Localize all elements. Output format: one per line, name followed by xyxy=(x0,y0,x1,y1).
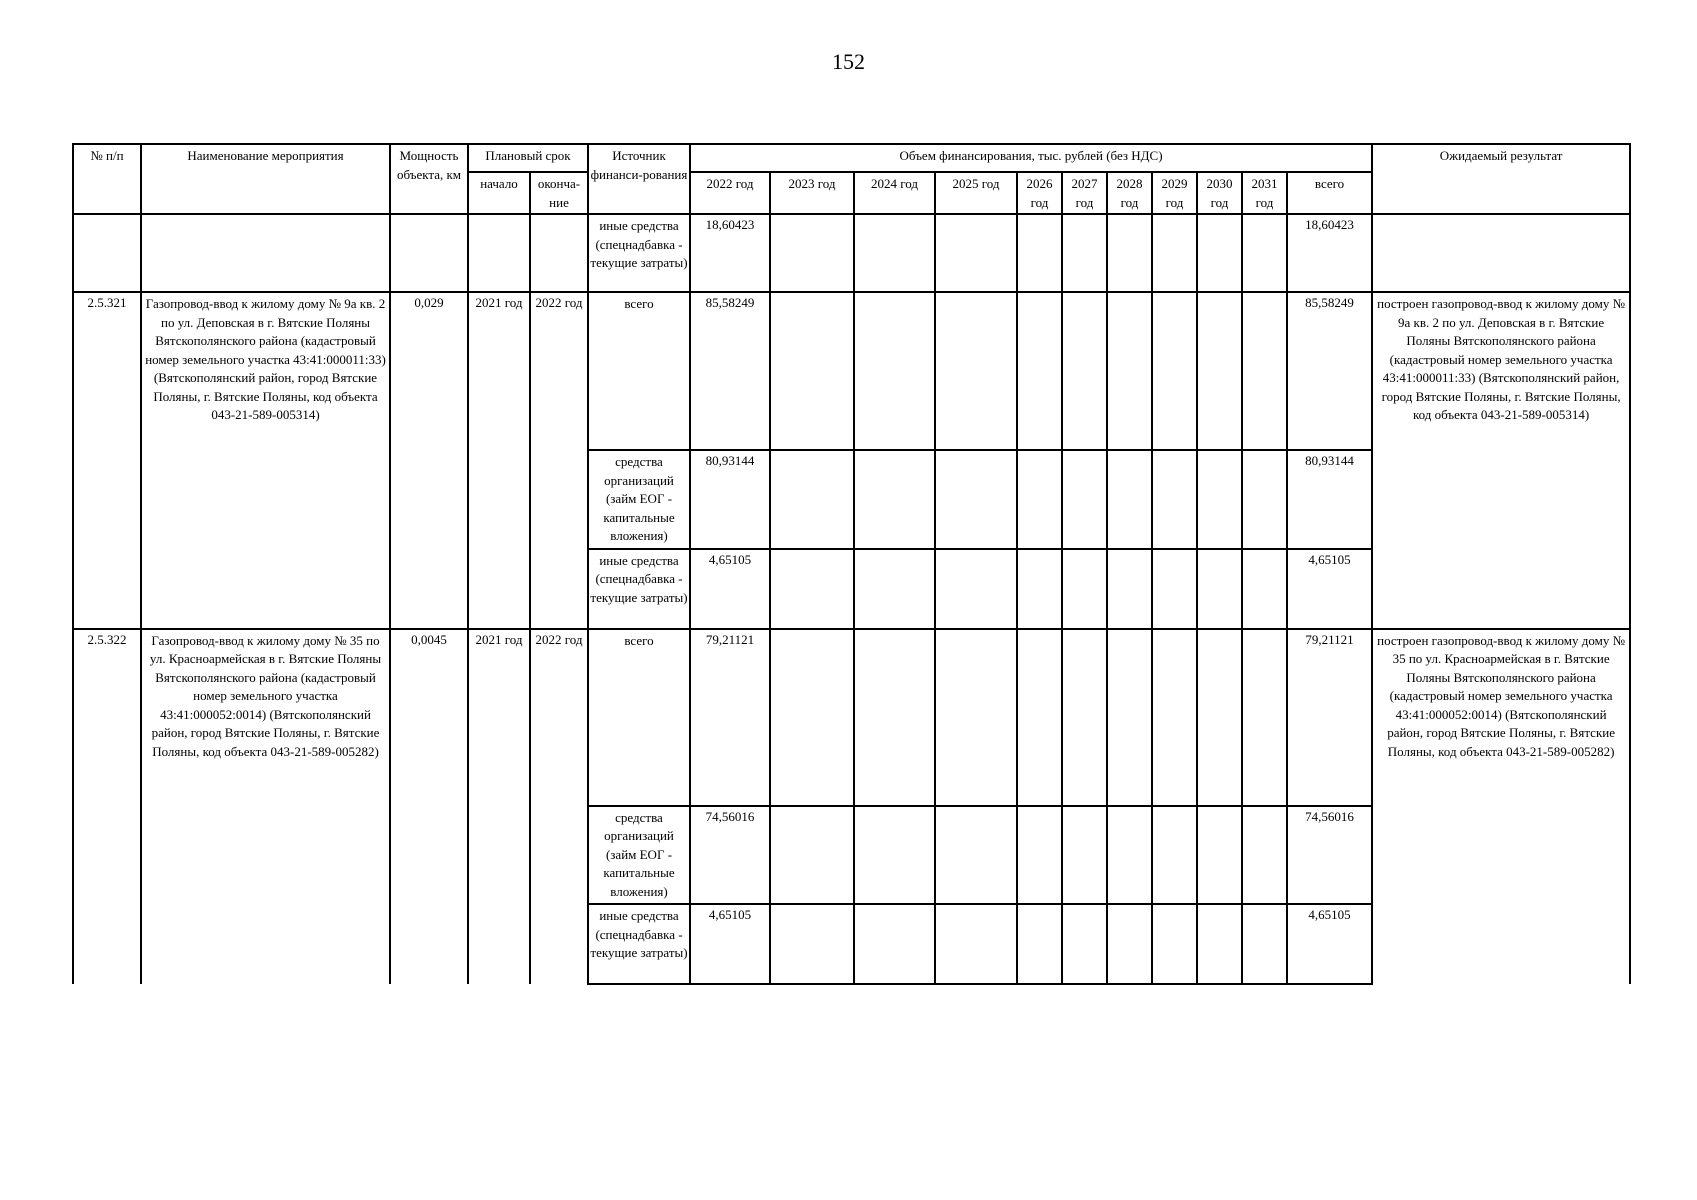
item-result: построен газопровод-ввод к жилому дому № 35 по ул. Красноармейская в г. Вятские Поляны Вятскополянского района (кадастровый номер земельного участка 43:41:000052:0014) (Вятскополянский район, город Вятские Поляны, г. Вятские Поляны, код объекта 043-21-589-005282) xyxy=(1372,629,1630,985)
value-total: 4,65105 xyxy=(1287,549,1372,629)
header-source: Источник финанси-рования xyxy=(588,144,690,214)
source-cell: иные средства (спецнадбавка - текущие затраты) xyxy=(588,214,690,292)
header-year-2031: 2031 год xyxy=(1242,172,1287,214)
header-power: Мощность объекта, км xyxy=(390,144,468,214)
item-start: 2021 год xyxy=(468,292,530,629)
header-volume: Объем финансирования, тыс. рублей (без НДС) xyxy=(690,144,1372,172)
header-term-start: начало xyxy=(468,172,530,214)
item-power: 0,0045 xyxy=(390,629,468,985)
table-row xyxy=(73,629,1630,806)
source-cell: средства организаций (займ ЕОГ - капитальные вложения) xyxy=(588,450,690,549)
value-total: 85,58249 xyxy=(1287,292,1372,450)
value-2022: 79,21121 xyxy=(690,629,770,806)
source-cell: иные средства (спецнадбавка - текущие затраты) xyxy=(588,904,690,984)
value-total: 74,56016 xyxy=(1287,806,1372,905)
value-2022: 80,93144 xyxy=(690,450,770,549)
value-total: 18,60423 xyxy=(1287,214,1372,292)
item-num: 2.5.322 xyxy=(73,629,141,985)
header-term: Плановый срок xyxy=(468,144,588,172)
item-end: 2022 год xyxy=(530,292,588,629)
item-name: Газопровод-ввод к жилому дому № 35 по ул. Красноармейская в г. Вятские Поляны Вятскополянского района (кадастровый номер земельного участка 43:41:000052:0014) (Вятскополянский район, город Вятские Поляны, г. Вятские Поляны, код объекта 043-21-589-005282) xyxy=(141,629,390,985)
value-2022: 4,65105 xyxy=(690,904,770,984)
financing-table xyxy=(72,143,1631,985)
header-year-2023: 2023 год xyxy=(770,172,854,214)
header-result: Ожидаемый результат xyxy=(1372,144,1630,214)
item-end: 2022 год xyxy=(530,629,588,985)
value-2022: 4,65105 xyxy=(690,549,770,629)
value-2022: 18,60423 xyxy=(690,214,770,292)
header-year-2024: 2024 год xyxy=(854,172,935,214)
table-row xyxy=(73,214,1630,292)
value-total: 4,65105 xyxy=(1287,904,1372,984)
header-year-2022: 2022 год xyxy=(690,172,770,214)
value-total: 79,21121 xyxy=(1287,629,1372,806)
source-cell: всего xyxy=(588,629,690,806)
header-year-2027: 2027 год xyxy=(1062,172,1107,214)
source-cell: всего xyxy=(588,292,690,450)
table-row xyxy=(73,292,1630,450)
item-name: Газопровод-ввод к жилому дому № 9а кв. 2 по ул. Деповская в г. Вятские Поляны Вятскополянского района (кадастровый номер земельного участка 43:41:000011:33) (Вятскополянский район, город Вятские Поляны, г. Вятские Поляны, код объекта 043-21-589-005314) xyxy=(141,292,390,629)
item-num: 2.5.321 xyxy=(73,292,141,629)
header-year-2029: 2029 год xyxy=(1152,172,1197,214)
value-2022: 74,56016 xyxy=(690,806,770,905)
header-year-2025: 2025 год xyxy=(935,172,1017,214)
header-term-end: оконча-ние xyxy=(530,172,588,214)
header-year-2026: 2026 год xyxy=(1017,172,1062,214)
header-year-2030: 2030 год xyxy=(1197,172,1242,214)
source-cell: средства организаций (займ ЕОГ - капитальные вложения) xyxy=(588,806,690,905)
header-num: № п/п xyxy=(73,144,141,214)
header-total: всего xyxy=(1287,172,1372,214)
source-cell: иные средства (спецнадбавка - текущие затраты) xyxy=(588,549,690,629)
value-total: 80,93144 xyxy=(1287,450,1372,549)
item-power: 0,029 xyxy=(390,292,468,629)
page-number: 152 xyxy=(832,49,865,74)
header-name: Наименование мероприятия xyxy=(141,144,390,214)
value-2022: 85,58249 xyxy=(690,292,770,450)
item-start: 2021 год xyxy=(468,629,530,985)
header-year-2028: 2028 год xyxy=(1107,172,1152,214)
item-result: построен газопровод-ввод к жилому дому № 9а кв. 2 по ул. Деповская в г. Вятские Поляны Вятскополянского района (кадастровый номер земельного участка 43:41:000011:33) (Вятскополянский район, город Вятские Поляны, г. Вятские Поляны, код объекта 043-21-589-005314) xyxy=(1372,292,1630,629)
